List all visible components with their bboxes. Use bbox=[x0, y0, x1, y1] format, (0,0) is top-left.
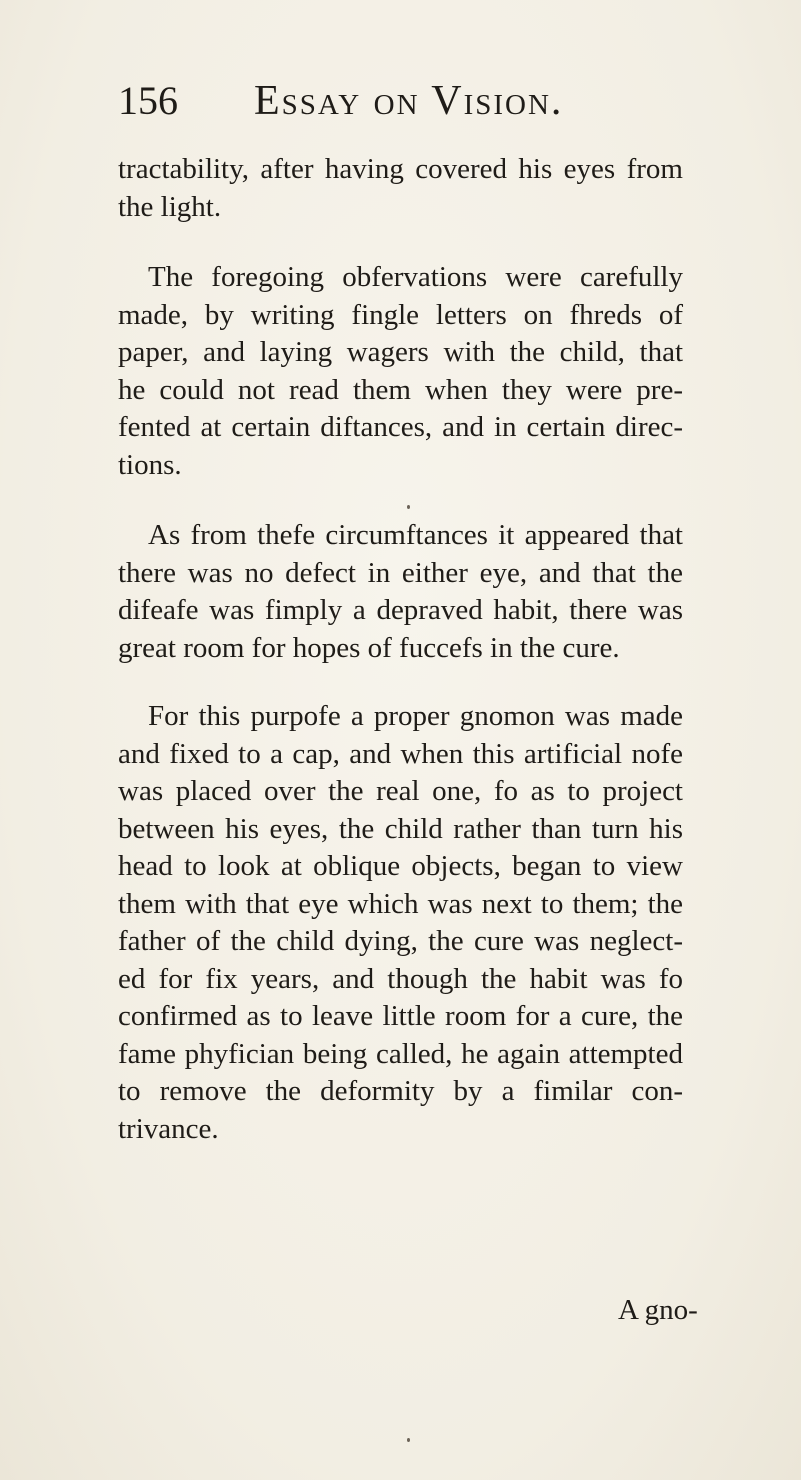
text-line: he could not read them when they were pre- bbox=[118, 373, 683, 406]
text-line: For this purpofe a proper gnomon was made bbox=[148, 700, 683, 732]
text-line: between his eyes, the child rather than turn his bbox=[118, 812, 683, 845]
text-line: difeafe was fimply a depraved habit, there was bbox=[118, 594, 683, 626]
body-text bbox=[118, 151, 683, 1148]
text-line: made, by writing fingle letters on fhreds of bbox=[118, 298, 683, 331]
text-line: was placed over the real one, fo as to project bbox=[118, 775, 683, 807]
text-line: As from thefe circumftances it appeared that bbox=[148, 519, 683, 551]
paragraph-gap bbox=[118, 667, 683, 698]
text-line: confirmed as to leave little room for a cure, the bbox=[118, 1000, 683, 1032]
catchword: A gno- bbox=[618, 1294, 698, 1326]
paragraph-gnomon bbox=[118, 698, 683, 1148]
paragraph-observations bbox=[118, 259, 683, 484]
paragraph-circumstances bbox=[118, 517, 683, 667]
paragraph-gap bbox=[118, 226, 683, 259]
text-line: father of the child dying, the cure was neglect- bbox=[118, 925, 683, 957]
text-line: tractability, after having covered his eyes from bbox=[118, 153, 683, 185]
text-line: there was no defect in either eye, and that the bbox=[118, 556, 683, 589]
page-number: 156 bbox=[118, 78, 178, 123]
ink-speck bbox=[407, 1438, 410, 1442]
text-line: great room for hopes of fuccefs in the cure. bbox=[118, 631, 620, 664]
running-title: Essay on Vision. bbox=[254, 78, 564, 124]
paragraph-gap bbox=[118, 484, 683, 517]
page-header bbox=[118, 76, 638, 136]
paragraph-continuation bbox=[118, 151, 683, 226]
text-line: head to look at oblique objects, began to view bbox=[118, 850, 683, 882]
text-line: and fixed to a cap, and when this artificial nofe bbox=[118, 737, 683, 770]
text-line: them with that eye which was next to them; the bbox=[118, 887, 683, 920]
ink-speck bbox=[407, 505, 410, 509]
text-line: ed for fix years, and though the habit was fo bbox=[118, 962, 683, 995]
text-line: the light. bbox=[118, 190, 222, 223]
text-line: paper, and laying wagers with the child, that bbox=[118, 336, 683, 368]
text-line: fented at certain diftances, and in certain direc- bbox=[118, 411, 683, 443]
text-line: to remove the deformity by a fimilar con- bbox=[118, 1075, 683, 1107]
text-line: trivance. bbox=[118, 1112, 219, 1145]
text-line: The foregoing obfervations were carefully bbox=[148, 261, 683, 293]
text-line: fame phyfician being called, he again attempted bbox=[118, 1037, 683, 1070]
text-line: tions. bbox=[118, 448, 182, 481]
